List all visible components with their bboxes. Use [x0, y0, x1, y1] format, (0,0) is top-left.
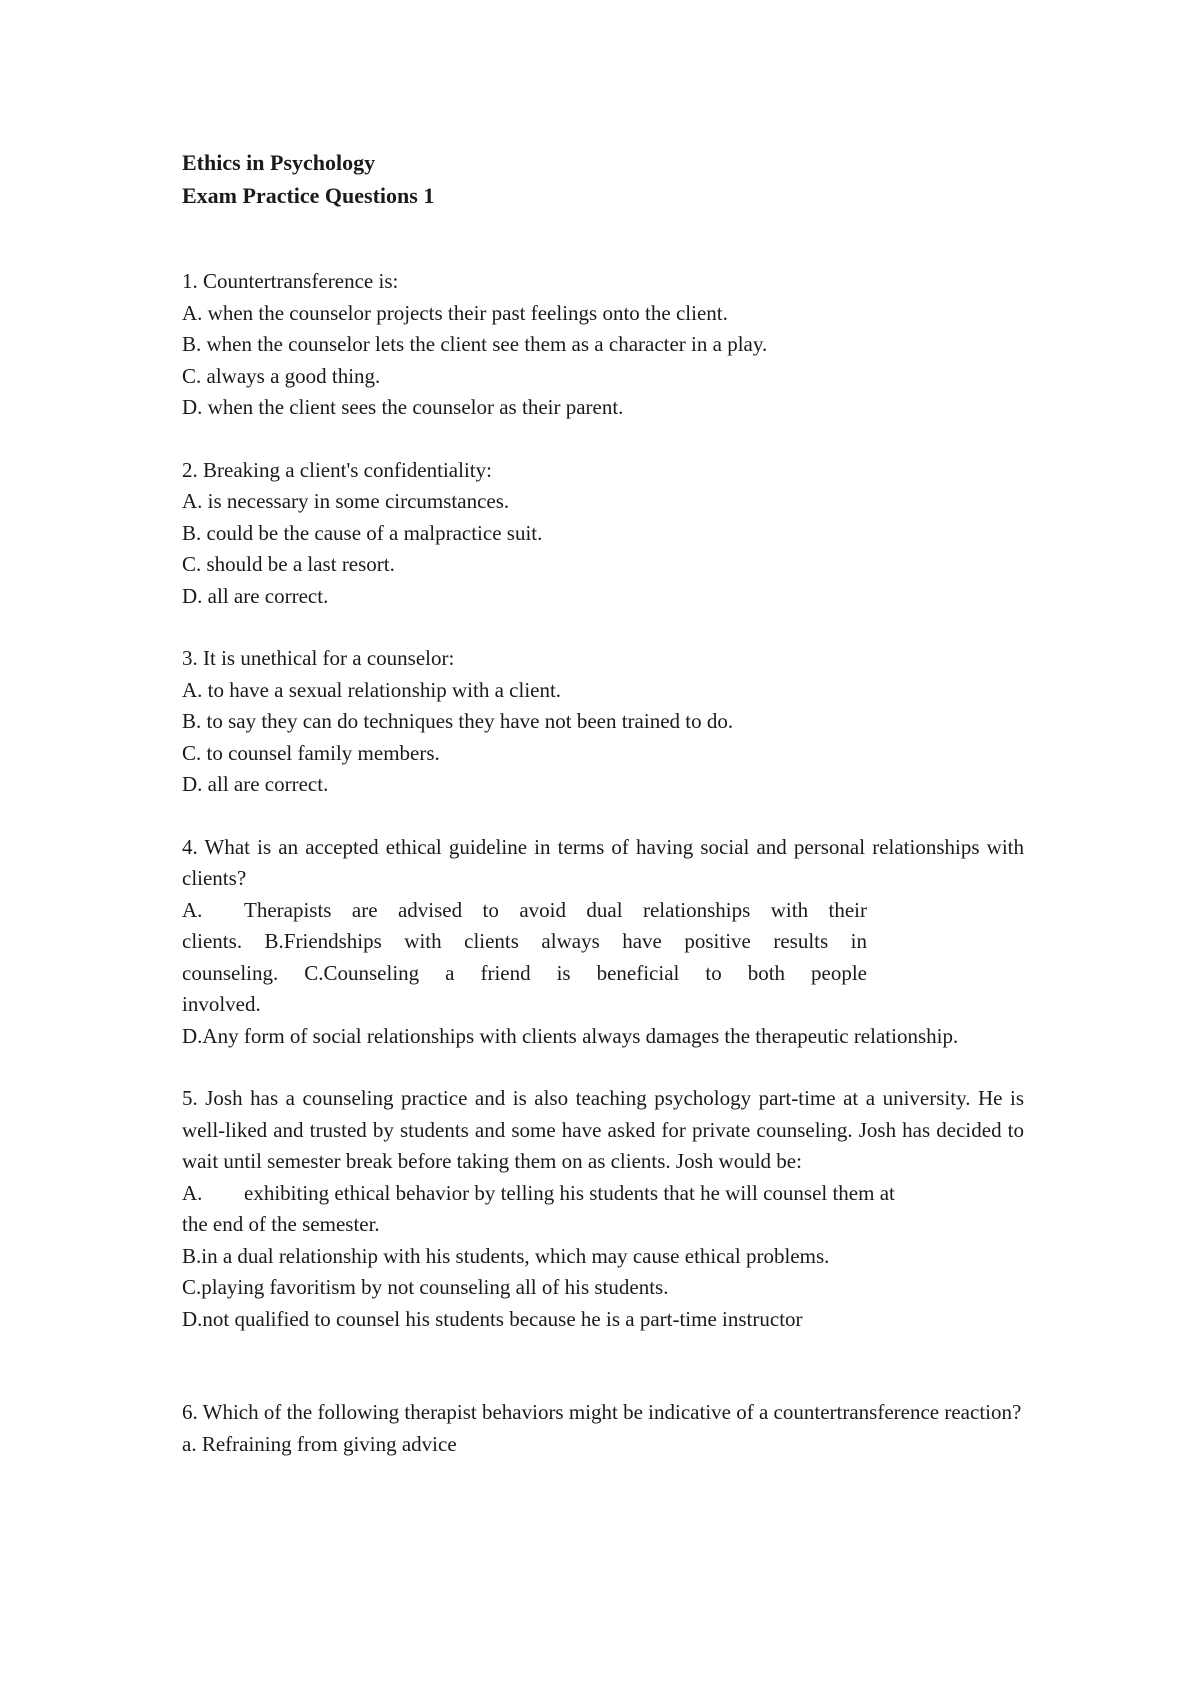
option-letter: A. — [182, 897, 203, 922]
question-stem: 4. What is an accepted ethical guideline in terms of having social and personal relationships with clients? — [182, 834, 1024, 890]
option-a: A. is necessary in some circumstances. — [182, 489, 510, 513]
option-b: B. could be the cause of a malpractice suit. — [182, 520, 543, 545]
question-6 — [182, 1397, 1024, 1460]
option-c: C.playing favoritism by not counseling all of his students. — [182, 1275, 669, 1299]
option-wrapped-line: counseling. C.Counseling a friend is beneficial to both people — [182, 960, 867, 985]
question-2 — [182, 455, 1024, 613]
question-stem: 2. Breaking a client's confidentiality: — [182, 457, 492, 482]
option-d: D. when the client sees the counselor as their parent. — [182, 395, 624, 419]
option-a: a. Refraining from giving advice — [182, 1431, 457, 1456]
option-c: C. always a good thing. — [182, 363, 381, 388]
option-b: B. to say they can do techniques they have not been trained to do. — [182, 709, 734, 733]
option-b: B.in a dual relationship with his students, which may cause ethical problems. — [182, 1243, 830, 1268]
option-d: D. all are correct. — [182, 583, 329, 608]
title-block — [182, 146, 1024, 212]
option-a: A. when the counselor projects their past feelings onto the client. — [182, 300, 728, 325]
option-d: D.Any form of social relationships with clients always damages the therapeutic relationship. — [182, 1023, 959, 1048]
option-wrapped-line: involved. — [182, 992, 261, 1016]
question-stem: 1. Countertransference is: — [182, 269, 399, 293]
question-3 — [182, 643, 1024, 801]
option-a-continuation: the end of the semester. — [182, 1212, 380, 1236]
option-letter: A. — [182, 1180, 203, 1205]
option-a: A. to have a sexual relationship with a client. — [182, 677, 562, 702]
option-c: C. to counsel family members. — [182, 740, 440, 765]
option-c: C. should be a last resort. — [182, 552, 395, 576]
option-text: Therapists are advised to avoid dual relationships with their — [244, 897, 867, 922]
document-title: Ethics in Psychology — [182, 150, 376, 175]
question-1 — [182, 266, 1024, 424]
question-stem: 3. It is unethical for a counselor: — [182, 646, 455, 670]
question-stem: 6. Which of the following therapist behaviors might be indicative of a countertransference reaction? — [182, 1400, 1022, 1424]
question-stem: 5. Josh has a counseling practice and is also teaching psychology part-time at a university. He is well-liked and trusted by students and some have asked for private counseling. Josh has decided to wait until semester break before taking them on as clients. Josh would be: — [182, 1086, 1024, 1173]
option-a — [182, 895, 867, 927]
option-a — [182, 1178, 1024, 1210]
option-wrapped-line: clients. B.Friendships with clients always have positive results in — [182, 929, 867, 953]
document-content — [182, 146, 1024, 1491]
option-d: D.not qualified to counsel his students because he is a part-time instructor — [182, 1306, 803, 1331]
option-text: exhibiting ethical behavior by telling his students that he will counsel them at — [244, 1180, 895, 1205]
option-d: D. all are correct. — [182, 772, 329, 796]
question-4 — [182, 832, 1024, 1053]
question-5 — [182, 1083, 1024, 1335]
option-b: B. when the counselor lets the client see them as a character in a play. — [182, 332, 768, 356]
document-subtitle: Exam Practice Questions 1 — [182, 183, 435, 208]
